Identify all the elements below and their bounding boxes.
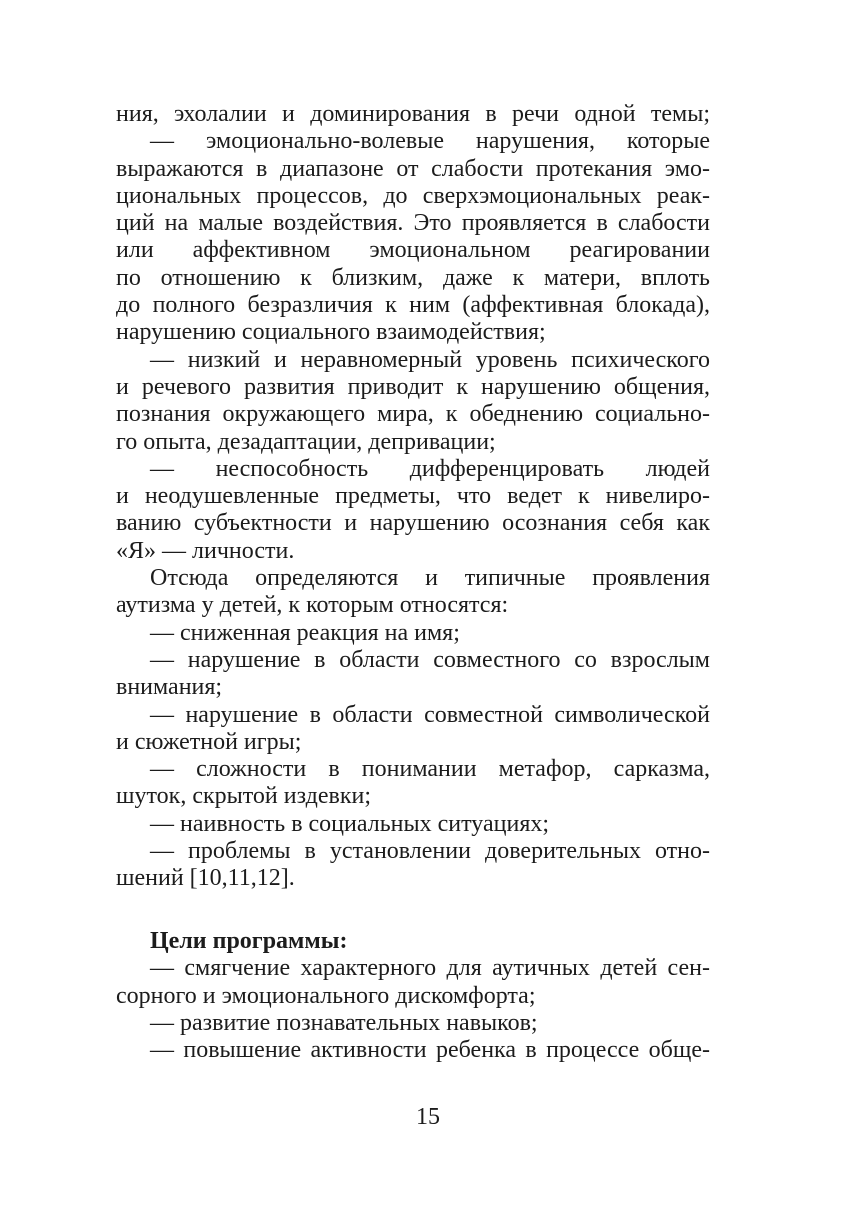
text-line: — неспособность дифференцировать людей [150,455,710,482]
text-line: — наивность в социальных ситуациях; [150,810,550,837]
text-line: шений [10,11,12]. [116,865,295,892]
text-line: познания окружающего мира, к обеднению социально- [116,401,710,428]
text-line: — проблемы в установлении доверительных отно- [150,838,710,865]
text-line: сорного и эмоционального дискомфорта; [116,982,536,1009]
text-line: и сюжетной игры; [116,728,302,755]
text-line: ния, эхолалии и доминирования в речи одной темы; [116,101,710,127]
text-line: ций на малые воздействия. Это проявляется в слабости [116,210,710,237]
text-line: — сложности в понимании метафор, сарказма, [150,756,710,783]
text-line: шуток, скрытой издевки; [116,783,372,810]
text-line: — нарушение в области совместной символической [150,701,710,728]
text-line: или аффективном эмоциональном реагировании [116,237,710,264]
text-line: аутизма у детей, к которым относятся: [116,592,509,619]
text-line: — эмоционально-волевые нарушения, которые [150,128,710,155]
text-line: циональных процессов, до сверхэмоциональных реак- [116,182,710,209]
text-line: и неодушевленные предметы, что ведет к нивелиро- [116,483,710,510]
text-line: нарушению социального взаимодействия; [116,319,546,346]
text-line: — повышение активности ребенка в процессе обще- [150,1037,710,1064]
text-line: ванию субъектности и нарушению осознания себя как [116,510,710,537]
text-line: — низкий и неравномерный уровень психического [150,346,710,373]
text-line: — смягчение характерного для аутичных детей сен- [150,955,710,982]
text-line: внимания; [116,674,223,701]
text-line: «Я» — личности. [116,537,295,564]
text-line: выражаются в диапазоне от слабости протекания эмо- [116,155,710,182]
text-line: по отношению к близким, даже к матери, вплоть [116,264,710,291]
text-line: до полного безразличия к ним (аффективная блокада), [116,292,710,319]
program-goals-section [116,928,710,1064]
text-line: — развитие познавательных навыков; [150,1009,538,1036]
text-line: — нарушение в области совместного со взрослым [150,646,710,673]
text-line: Отсюда определяются и типичные проявления [150,565,710,592]
text-line: го опыта, дезадаптации, депривации; [116,428,496,455]
body-text [116,101,710,893]
section-heading: Цели программы: [150,928,348,954]
text-line: и речевого развития приводит к нарушению общения, [116,373,710,400]
page-number: 15 [416,1104,440,1130]
text-line: — сниженная реакция на имя; [150,619,460,646]
